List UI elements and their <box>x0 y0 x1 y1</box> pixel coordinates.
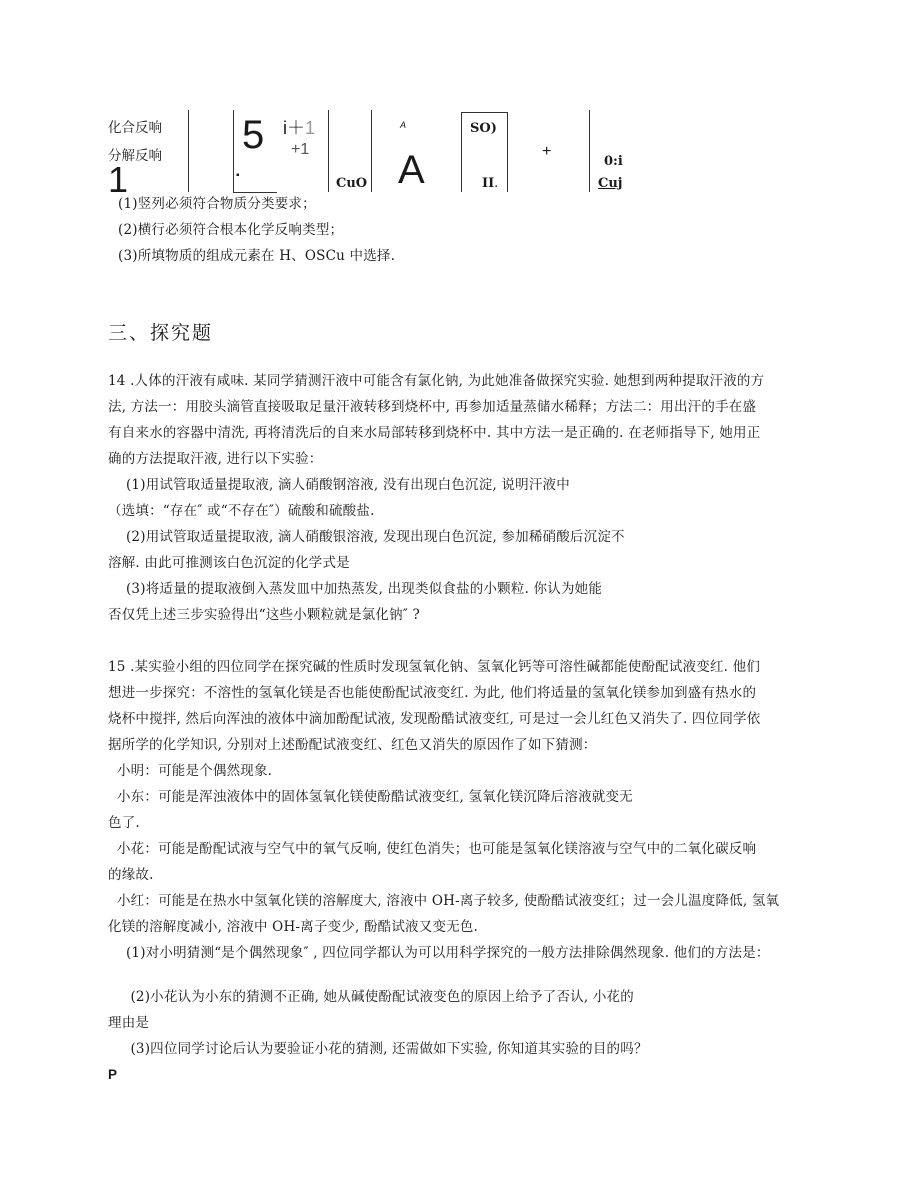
table-divider <box>233 110 234 192</box>
q15-answer-blank <box>108 966 824 984</box>
table-cuo: CuO <box>336 176 368 191</box>
table-plus-one: +1 <box>291 141 310 158</box>
q15-guess-line: 小东：可能是浑浊液体中的固体氢氧化镁使酚酷试液变红, 氢氧化镁沉降后溶液就变无 <box>108 789 633 805</box>
question-14 <box>108 368 824 628</box>
table-i-plus-text: i＋ <box>283 118 305 138</box>
table-divider <box>461 112 462 192</box>
q14-item: 否仅凭上述三步实验得出“这些小颗粒就是氯化钠″ ? <box>108 607 420 623</box>
q15-tail-line: (2)小花认为小东的猜测不正确, 她从碱使酚配试液变色的原因上给予了否认, 小花的 <box>108 989 634 1005</box>
table-ii-dot: . <box>494 176 499 191</box>
table-divider <box>371 110 372 192</box>
q14-intro-line: 14 .人体的汗液有咸味. 某同学猜测汗液中可能含有氯化钠, 为此她准备做探究实验. 她想到两种提取汗液的方 <box>108 373 765 389</box>
requirement-3: (3)所填物质的组成元素在 H、OSCu 中选择. <box>118 248 396 264</box>
q15-tail-line: (3)四位同学讨论后认为要验证小花的猜测, 还需做如下实验, 你知道其实验的目的吗？ <box>108 1041 648 1057</box>
q15-intro-line: 烧杯中搅拌, 然后向浑浊的液体中滴加酚配试液, 发现酚酷试液变红, 可是过一会儿红色又消失了. 四位同学依 <box>108 711 761 727</box>
q15-guess-line: 化镁的溶解度减小, 溶液中 OH-离子变少, 酚酷试液又变无色. <box>108 919 479 935</box>
q15-intro-line: 15 .某实验小组的四位同学在探究碱的性质时发现氢氧化钠、氢氧化钙等可溶性碱都能使酚配试液变红. 他们 <box>108 659 761 675</box>
table-row-label-combination: 化合反响 <box>108 120 162 136</box>
q15-tail-line: 理由是 <box>108 1015 150 1031</box>
q15-guess-line: 小明：可能是个偶然现象. <box>108 763 273 779</box>
q15-guess-line: 色了. <box>108 815 140 831</box>
q14-intro-line: 法, 方法一：用胶头滴管直接吸取足量汗液转移到烧杯中, 再参加适量蒸储水稀释；方法二：用出汗的手在盛 <box>108 399 757 415</box>
table-ii <box>482 176 498 192</box>
table-divider <box>188 110 189 192</box>
q15-guess-line: (1)对小明猜测“是个偶然现象″ , 四位同学都认为可以用科学探究的一般方法排除偶然现象. 他们的方法是： <box>108 945 770 961</box>
q14-intro-line: 确的方法提取汗液, 进行以下实验： <box>108 451 323 467</box>
requirement-1: (1)竖列必须符合物质分类要求； <box>118 196 316 212</box>
section-title: 三、探究题 <box>108 322 214 344</box>
table-big-five: 5 <box>242 113 265 157</box>
q14-item: (3)将适量的提取液倒入蒸发皿中加热蒸发, 出现类似食盐的小颗粒. 你认为她能 <box>108 581 603 597</box>
table-plus: + <box>542 143 552 160</box>
table-divider <box>328 110 329 192</box>
table-divider <box>589 110 590 192</box>
table-divider <box>461 112 508 113</box>
q14-item: (2)用试管取适量提取液, 滴人硝酸银溶液, 发现出现白色沉淀, 参加稀硝酸后沉淀不 <box>108 529 625 545</box>
q14-item: 溶解. 由此可推测该白色沉淀的化学式是 <box>108 555 350 571</box>
table-big-a: A <box>398 148 425 192</box>
question-15 <box>108 654 824 1088</box>
table-big-one: 1 <box>108 159 129 200</box>
q14-intro-line: 有自来水的容器中清洗, 再将清洗后的自来水局部转移到烧杯中. 其中方法一是正确的. 在老师指导下, 她用正 <box>108 425 761 441</box>
table-i-plus <box>283 117 315 139</box>
table-small-a: A <box>400 120 407 130</box>
q15-p-label: P <box>108 1067 118 1082</box>
q14-item: （选填：“存在″ 或“不存在″）硫酸和硫酸盐. <box>108 503 375 519</box>
requirement-2: (2)横行必须符合根本化学反响类型； <box>118 222 344 238</box>
table-ii-text: II <box>482 176 495 191</box>
requirements-list <box>108 191 824 269</box>
q15-guess-line: 小红：可能是在热水中氢氧化镁的溶解度大, 溶液中 OH-离子较多, 使酚酷试液变红；过一会儿温度降低, 氢氧 <box>108 893 780 909</box>
table-dot: ▪ <box>236 170 240 181</box>
table-cuj: Cuj <box>598 176 623 191</box>
q15-intro-line: 据所学的化学知识, 分别对上述酚配试液变红、红色又消失的原因作了如下猜测： <box>108 737 597 753</box>
table-divider <box>507 112 508 192</box>
table-gray-one: 1 <box>305 118 316 138</box>
table-oi: 0:i <box>604 154 623 169</box>
q14-item: (1)用试管取适量提取液, 滴人硝酸钢溶液, 没有出现白色沉淀, 说明汗液中 <box>108 477 570 493</box>
q15-guess-line: 的缘故. <box>108 867 154 883</box>
table-row-label-decomposition: 分解反响 <box>108 148 162 164</box>
q15-intro-line: 想进一步探究：不溶性的氢氧化镁是否也能使酚配试液变红. 为此, 他们将适量的氢氧化镁参加到盛有热水的 <box>108 685 757 701</box>
q15-guess-line: 小花：可能是酚配试液与空气中的氧气反响, 使红色消失；也可能是氢氧化镁溶液与空气中的二氧化碳反响 <box>108 841 757 857</box>
table-so: SO) <box>470 121 497 136</box>
